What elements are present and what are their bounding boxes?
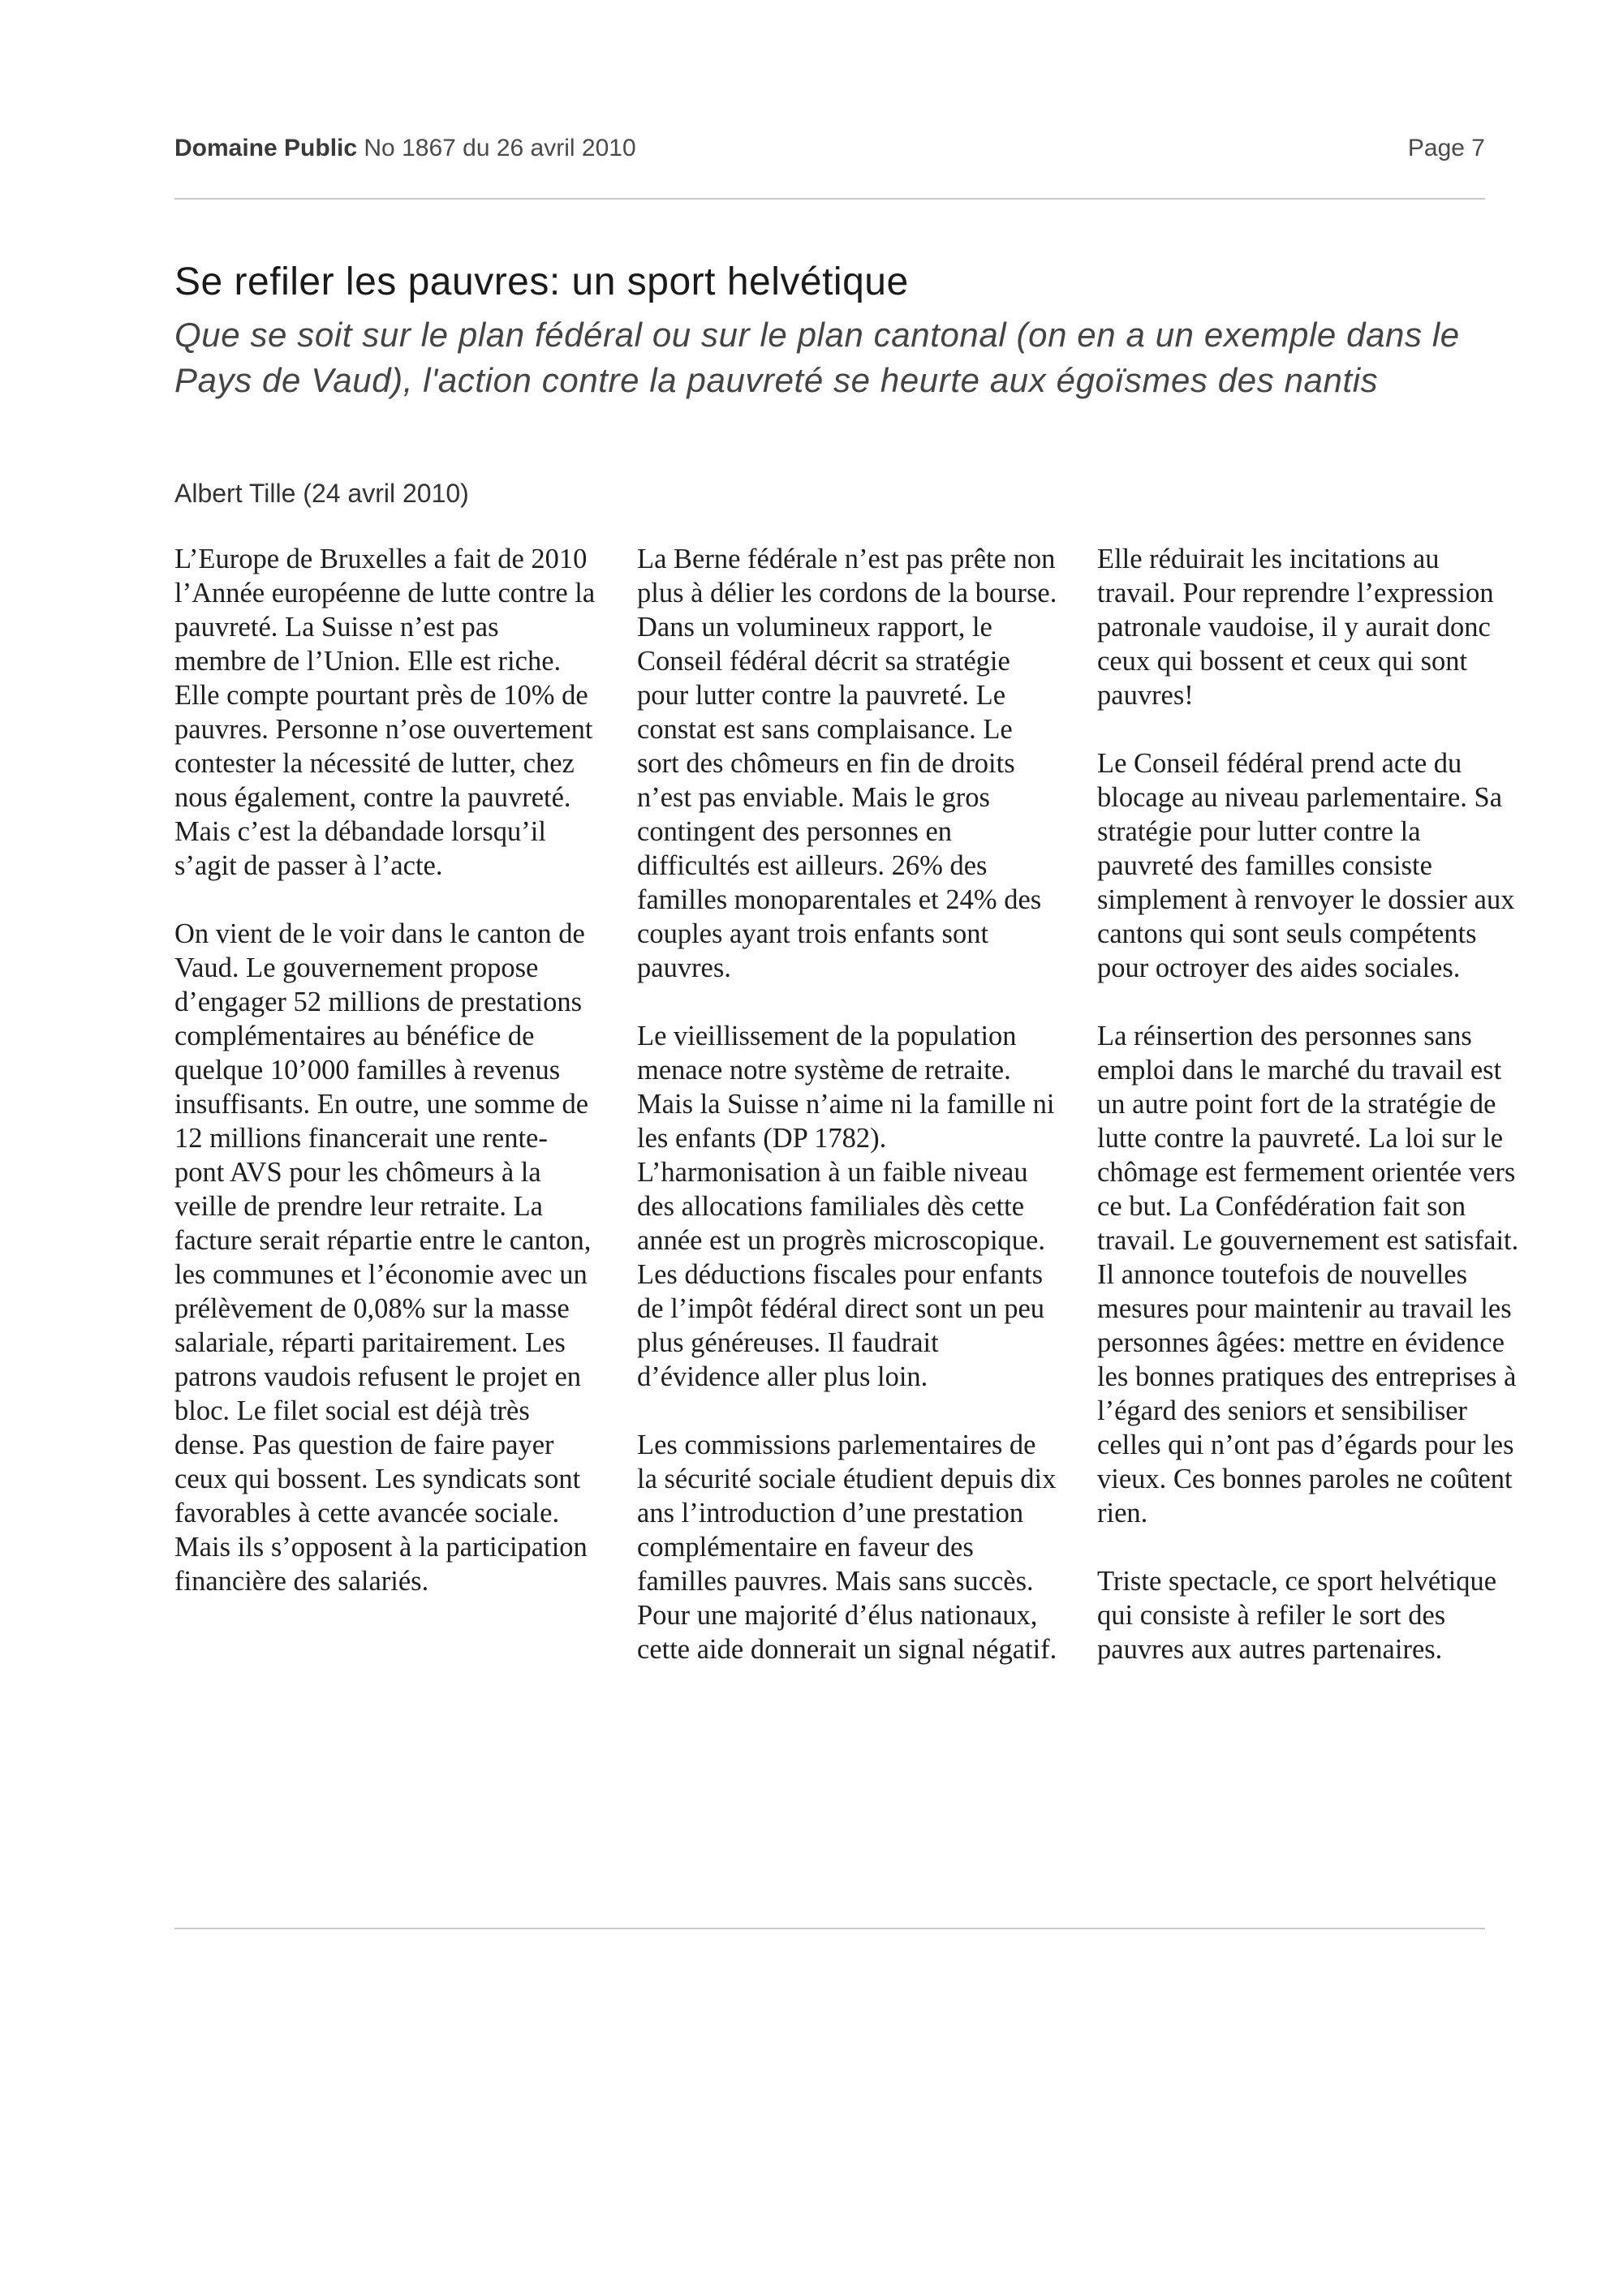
article-column-1 bbox=[174, 542, 596, 1632]
article-subtitle: Que se soit sur le plan fédéral ou sur le plan cantonal (on en a un exemple dans le Pays de Vaud), l'action contre la pauvreté se heurte aux égoïsmes des nantis bbox=[174, 316, 1460, 399]
paragraph: L’Europe de Bruxelles a fait de 2010 l’Année européenne de lutte contre la pauvreté. La Suisse n’est pas membre de l’Union. Elle est riche. Elle compte pourtant près de 10% de pauvres. Personne n’ose ouvertement contester la nécessité de lutter, chez nous également, contre la pauvreté. Mais c’est la débandade lorsqu’il s’agit de passer à l’acte. bbox=[174, 544, 596, 881]
paragraph: Elle réduirait les incitations au travail. Pour reprendre l’expression patronale vaudoise, il y aurait donc ceux qui bossent et ceux qui sont pauvres! bbox=[1097, 544, 1494, 711]
page-number: Page 7 bbox=[1407, 135, 1485, 161]
header-divider bbox=[174, 198, 1485, 200]
publication-name: Domaine Public bbox=[174, 135, 358, 161]
article-byline: Albert Tille (24 avril 2010) bbox=[174, 479, 469, 508]
paragraph: Le vieillissement de la population menace notre système de retraite. Mais la Suisse n’aime ni la famille ni les enfants (DP 1782). L’harmonisation à un faible niveau des allocations familiales dès cette année est un progrès microscopique. Les déductions fiscales pour enfants de l’impôt fédéral direct sont un peu plus généreuses. Il faudrait d’évidence aller plus loin. bbox=[637, 1021, 1055, 1392]
paragraph: Triste spectacle, ce sport helvétique qui consiste à refiler le sort des pauvres aux autres partenaires. bbox=[1097, 1566, 1497, 1665]
article-column-3 bbox=[1097, 542, 1519, 1701]
paragraph: Les commissions parlementaires de la sécurité sociale étudient depuis dix ans l’introduction d’une prestation complémentaire en faveur des familles pauvres. Mais sans succès. Pour une majorité d’élus nationaux, cette aide donnerait un signal négatif. bbox=[637, 1430, 1057, 1665]
issue-info: No 1867 du 26 avril 2010 bbox=[364, 135, 636, 161]
paragraph: La réinsertion des personnes sans emploi dans le marché du travail est un autre point fort de la stratégie de lutte contre la pauvreté. La loi sur le chômage est fermement orientée vers ce but. La Confédération fait son travail. Le gouvernement est satisfait. Il annonce toutefois de nouvelles mesures pour maintenir au travail les personnes âgées: mettre en évidence les bonnes pratiques des entreprises à l’égard des seniors et sensibiliser celles qui n’ont pas d’égards pour les vieux. Ces bonnes paroles ne coûtent rien. bbox=[1097, 1021, 1519, 1529]
paragraph: On vient de le voir dans le canton de Vaud. Le gouvernement propose d’engager 52 millions de prestations complémentaires au bénéfice de quelque 10’000 familles à revenus insuffisants. En outre, une somme de 12 millions financerait une rente-pont AVS pour les chômeurs à la veille de prendre leur retraite. La facture serait répartie entre le canton, les communes et l’économie avec un prélèvement de 0,08% sur la masse salariale, réparti paritairement. Les patrons vaudois refusent le projet en bloc. Le filet social est déjà très dense. Pas question de faire payer ceux qui bossent. Les syndicats sont favorables à cette avancée sociale. Mais ils s’opposent à la participation financière des salariés. bbox=[174, 918, 592, 1597]
page-header bbox=[174, 135, 1485, 167]
paragraph: Le Conseil fédéral prend acte du blocage au niveau parlementaire. Sa stratégie pour lutter contre la pauvreté des familles consiste simplement à renvoyer le dossier aux cantons qui sont seuls compétents pour octroyer des aides sociales. bbox=[1097, 748, 1515, 983]
paragraph: La Berne fédérale n’est pas prête non plus à délier les cordons de la bourse. Dans un volumineux rapport, le Conseil fédéral décrit sa stratégie pour lutter contre la pauvreté. Le constat est sans complaisance. Le sort des chômeurs en fin de droits n’est pas enviable. Mais le gros contingent des personnes en difficultés est ailleurs. 26% des familles monoparentales et 24% des couples ayant trois enfants sont pauvres. bbox=[637, 544, 1057, 983]
article-column-2 bbox=[637, 542, 1059, 1701]
article-title: Se refiler les pauvres: un sport helvétique bbox=[174, 260, 909, 303]
footer-divider bbox=[174, 1928, 1485, 1929]
